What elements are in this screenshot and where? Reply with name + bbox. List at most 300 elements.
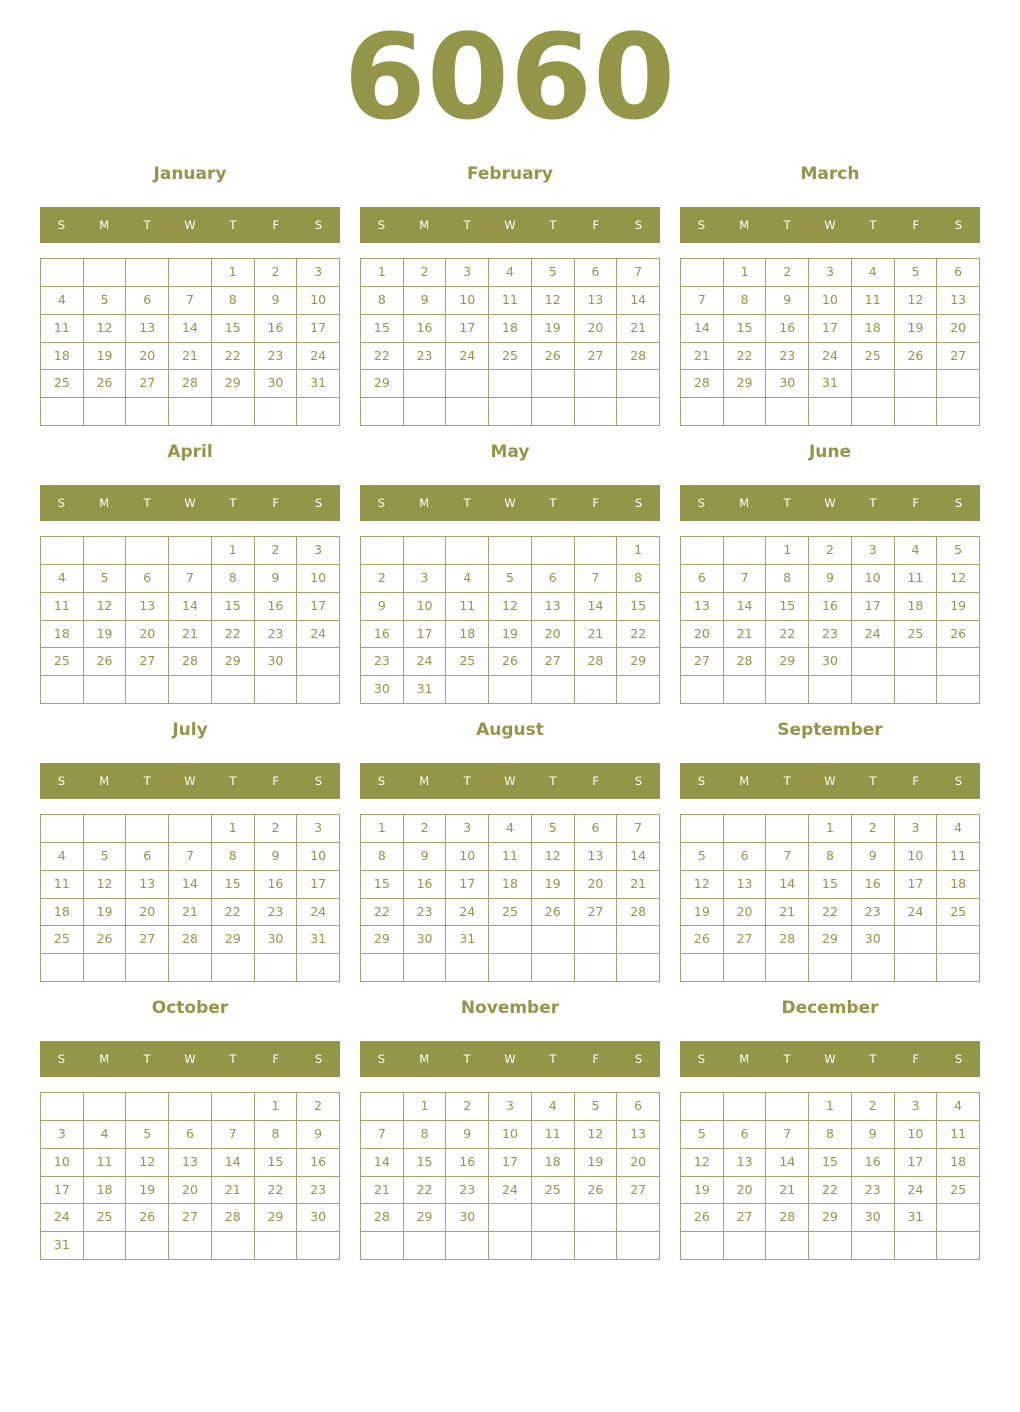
empty-day-cell: [212, 1093, 255, 1121]
day-cell: 18: [532, 1149, 575, 1177]
weekday-label: W: [184, 1052, 196, 1066]
day-cell: 9: [255, 287, 298, 315]
day-cell: 22: [809, 899, 852, 927]
day-cell: 18: [41, 899, 84, 927]
day-cell: 13: [937, 287, 980, 315]
day-cell: 5: [84, 287, 127, 315]
empty-day-cell: [297, 676, 340, 704]
day-cell: 27: [937, 343, 980, 371]
weekday-header: [40, 485, 340, 521]
day-grid: [680, 258, 980, 426]
day-cell: 13: [532, 593, 575, 621]
day-cell: 21: [766, 1177, 809, 1205]
day-cell: 10: [895, 843, 938, 871]
day-cell: 8: [617, 565, 660, 593]
day-cell: 17: [809, 315, 852, 343]
empty-day-cell: [681, 676, 724, 704]
month-name: April: [167, 442, 213, 462]
day-cell: 19: [575, 1149, 618, 1177]
empty-day-cell: [937, 648, 980, 676]
month-name: December: [781, 998, 879, 1018]
empty-day-cell: [297, 648, 340, 676]
day-cell: 30: [404, 926, 447, 954]
empty-day-cell: [617, 676, 660, 704]
empty-day-cell: [489, 926, 532, 954]
day-cell: 25: [84, 1204, 127, 1232]
weekday-label: F: [912, 774, 920, 788]
empty-day-cell: [169, 954, 212, 982]
weekday-label: T: [229, 1052, 237, 1066]
weekday-label: T: [783, 1052, 791, 1066]
day-cell: 9: [446, 1121, 489, 1149]
day-cell: 21: [575, 621, 618, 649]
day-cell: 11: [852, 287, 895, 315]
empty-day-cell: [809, 676, 852, 704]
empty-day-cell: [937, 676, 980, 704]
day-cell: 16: [361, 621, 404, 649]
day-cell: 19: [84, 899, 127, 927]
weekday-label: S: [314, 218, 323, 232]
day-cell: 29: [724, 370, 767, 398]
day-cell: 29: [361, 370, 404, 398]
day-cell: 23: [446, 1177, 489, 1205]
empty-day-cell: [126, 676, 169, 704]
empty-day-cell: [41, 259, 84, 287]
empty-day-cell: [852, 370, 895, 398]
day-cell: 6: [126, 287, 169, 315]
day-cell: 14: [169, 871, 212, 899]
day-cell: 3: [297, 537, 340, 565]
day-cell: 19: [126, 1177, 169, 1205]
day-cell: 4: [852, 259, 895, 287]
day-cell: 28: [169, 370, 212, 398]
weekday-header: [680, 1041, 980, 1077]
day-cell: 3: [297, 815, 340, 843]
empty-day-cell: [169, 259, 212, 287]
day-cell: 30: [852, 926, 895, 954]
empty-day-cell: [404, 370, 447, 398]
day-cell: 6: [575, 815, 618, 843]
day-cell: 28: [361, 1204, 404, 1232]
empty-day-cell: [895, 370, 938, 398]
day-cell: 22: [404, 1177, 447, 1205]
day-cell: 7: [617, 815, 660, 843]
day-cell: 5: [84, 843, 127, 871]
weekday-label: W: [824, 1052, 836, 1066]
weekday-label: S: [57, 496, 66, 510]
day-cell: 29: [212, 926, 255, 954]
empty-day-cell: [617, 926, 660, 954]
weekday-label: F: [592, 496, 600, 510]
day-cell: 1: [212, 815, 255, 843]
day-cell: 25: [41, 370, 84, 398]
day-cell: 8: [404, 1121, 447, 1149]
day-cell: 30: [255, 648, 298, 676]
empty-day-cell: [852, 676, 895, 704]
weekday-label: M: [419, 774, 430, 788]
day-cell: 23: [766, 343, 809, 371]
day-cell: 28: [724, 648, 767, 676]
day-cell: 21: [169, 899, 212, 927]
empty-day-cell: [361, 954, 404, 982]
empty-day-cell: [169, 398, 212, 426]
weekday-label: T: [549, 496, 557, 510]
day-cell: 20: [937, 315, 980, 343]
weekday-label: T: [869, 1052, 877, 1066]
day-cell: 15: [809, 1149, 852, 1177]
empty-day-cell: [446, 954, 489, 982]
day-cell: 21: [766, 899, 809, 927]
empty-day-cell: [937, 1204, 980, 1232]
empty-day-cell: [126, 1093, 169, 1121]
weekday-label: S: [954, 218, 963, 232]
day-cell: 2: [255, 815, 298, 843]
day-cell: 4: [489, 815, 532, 843]
day-cell: 14: [212, 1149, 255, 1177]
day-cell: 2: [404, 815, 447, 843]
day-cell: 8: [361, 843, 404, 871]
weekday-label: M: [419, 496, 430, 510]
empty-day-cell: [895, 954, 938, 982]
day-grid: [360, 1092, 660, 1260]
weekday-label: T: [143, 218, 151, 232]
day-grid: [360, 814, 660, 982]
empty-day-cell: [361, 1093, 404, 1121]
empty-day-cell: [361, 537, 404, 565]
day-cell: 14: [617, 287, 660, 315]
day-cell: 6: [937, 259, 980, 287]
day-cell: 11: [41, 315, 84, 343]
day-cell: 6: [617, 1093, 660, 1121]
day-cell: 25: [895, 621, 938, 649]
year-title: 6060: [343, 8, 677, 146]
empty-day-cell: [852, 1232, 895, 1260]
empty-day-cell: [255, 1232, 298, 1260]
empty-day-cell: [532, 954, 575, 982]
empty-day-cell: [809, 954, 852, 982]
weekday-label: T: [869, 218, 877, 232]
day-cell: 27: [575, 343, 618, 371]
weekday-label: M: [99, 218, 110, 232]
day-cell: 19: [681, 1177, 724, 1205]
weekday-label: F: [272, 774, 280, 788]
day-cell: 10: [809, 287, 852, 315]
empty-day-cell: [575, 537, 618, 565]
weekday-label: M: [739, 1052, 750, 1066]
empty-day-cell: [212, 398, 255, 426]
day-cell: 14: [361, 1149, 404, 1177]
weekday-label: S: [697, 1052, 706, 1066]
weekday-label: T: [869, 774, 877, 788]
day-cell: 17: [489, 1149, 532, 1177]
day-cell: 17: [852, 593, 895, 621]
weekday-label: M: [419, 1052, 430, 1066]
empty-day-cell: [169, 815, 212, 843]
empty-day-cell: [41, 1093, 84, 1121]
day-cell: 20: [126, 899, 169, 927]
empty-day-cell: [404, 1232, 447, 1260]
weekday-header: [360, 763, 660, 799]
day-cell: 16: [255, 593, 298, 621]
day-cell: 3: [41, 1121, 84, 1149]
day-cell: 21: [724, 621, 767, 649]
day-cell: 14: [617, 843, 660, 871]
day-cell: 21: [212, 1177, 255, 1205]
day-cell: 2: [446, 1093, 489, 1121]
day-cell: 4: [41, 843, 84, 871]
weekday-header: [680, 207, 980, 243]
day-cell: 5: [575, 1093, 618, 1121]
day-cell: 17: [297, 315, 340, 343]
day-cell: 13: [575, 843, 618, 871]
day-cell: 17: [41, 1177, 84, 1205]
day-cell: 17: [446, 871, 489, 899]
weekday-label: W: [824, 774, 836, 788]
day-cell: 3: [446, 815, 489, 843]
empty-day-cell: [895, 398, 938, 426]
day-cell: 22: [617, 621, 660, 649]
day-cell: 24: [297, 343, 340, 371]
day-cell: 31: [297, 370, 340, 398]
empty-day-cell: [84, 1093, 127, 1121]
day-cell: 21: [617, 315, 660, 343]
day-cell: 16: [404, 871, 447, 899]
empty-day-cell: [681, 1232, 724, 1260]
day-grid: [40, 258, 340, 426]
day-cell: 4: [937, 815, 980, 843]
day-cell: 17: [895, 1149, 938, 1177]
day-cell: 18: [937, 1149, 980, 1177]
day-cell: 13: [126, 315, 169, 343]
empty-day-cell: [617, 954, 660, 982]
day-cell: 18: [937, 871, 980, 899]
day-cell: 27: [126, 926, 169, 954]
weekday-label: S: [954, 1052, 963, 1066]
day-cell: 10: [895, 1121, 938, 1149]
day-cell: 4: [489, 259, 532, 287]
day-cell: 7: [361, 1121, 404, 1149]
day-cell: 18: [41, 343, 84, 371]
day-cell: 8: [255, 1121, 298, 1149]
month-name: May: [490, 442, 530, 462]
day-cell: 13: [681, 593, 724, 621]
empty-day-cell: [681, 815, 724, 843]
day-cell: 6: [532, 565, 575, 593]
day-cell: 19: [84, 343, 127, 371]
day-cell: 28: [575, 648, 618, 676]
day-cell: 5: [126, 1121, 169, 1149]
weekday-label: S: [314, 1052, 323, 1066]
weekday-label: S: [634, 496, 643, 510]
day-cell: 5: [532, 815, 575, 843]
day-cell: 14: [681, 315, 724, 343]
day-cell: 10: [297, 843, 340, 871]
empty-day-cell: [126, 1232, 169, 1260]
day-cell: 21: [169, 621, 212, 649]
weekday-label: S: [954, 496, 963, 510]
day-cell: 11: [489, 287, 532, 315]
empty-day-cell: [126, 259, 169, 287]
day-cell: 6: [126, 843, 169, 871]
day-cell: 4: [446, 565, 489, 593]
day-cell: 27: [126, 648, 169, 676]
empty-day-cell: [41, 398, 84, 426]
day-cell: 3: [895, 815, 938, 843]
day-cell: 15: [212, 871, 255, 899]
weekday-label: F: [912, 1052, 920, 1066]
weekday-header: [360, 485, 660, 521]
empty-day-cell: [852, 398, 895, 426]
day-cell: 16: [852, 1149, 895, 1177]
day-cell: 5: [681, 843, 724, 871]
empty-day-cell: [84, 259, 127, 287]
day-cell: 27: [169, 1204, 212, 1232]
weekday-label: T: [463, 1052, 471, 1066]
day-cell: 12: [937, 565, 980, 593]
day-cell: 5: [937, 537, 980, 565]
empty-day-cell: [212, 954, 255, 982]
day-cell: 28: [681, 370, 724, 398]
day-cell: 22: [809, 1177, 852, 1205]
empty-day-cell: [126, 954, 169, 982]
day-cell: 15: [809, 871, 852, 899]
month-name: March: [800, 164, 860, 184]
day-cell: 6: [724, 843, 767, 871]
day-cell: 23: [255, 343, 298, 371]
empty-day-cell: [724, 676, 767, 704]
weekday-label: T: [463, 218, 471, 232]
empty-day-cell: [297, 954, 340, 982]
weekday-label: T: [783, 218, 791, 232]
day-cell: 7: [575, 565, 618, 593]
day-cell: 4: [41, 565, 84, 593]
empty-day-cell: [446, 370, 489, 398]
day-cell: 19: [681, 899, 724, 927]
empty-day-cell: [895, 676, 938, 704]
day-cell: 24: [895, 1177, 938, 1205]
empty-day-cell: [532, 398, 575, 426]
day-cell: 25: [41, 926, 84, 954]
day-grid: [680, 814, 980, 982]
weekday-label: S: [377, 496, 386, 510]
day-cell: 27: [681, 648, 724, 676]
empty-day-cell: [212, 1232, 255, 1260]
day-cell: 2: [404, 259, 447, 287]
day-cell: 14: [169, 315, 212, 343]
day-cell: 27: [126, 370, 169, 398]
day-cell: 2: [852, 815, 895, 843]
weekday-label: S: [377, 774, 386, 788]
empty-day-cell: [84, 676, 127, 704]
month-name: July: [172, 720, 208, 740]
weekday-label: W: [824, 496, 836, 510]
day-cell: 11: [937, 843, 980, 871]
day-cell: 1: [404, 1093, 447, 1121]
day-cell: 17: [297, 593, 340, 621]
day-cell: 20: [724, 899, 767, 927]
day-cell: 28: [169, 648, 212, 676]
day-cell: 10: [297, 565, 340, 593]
weekday-label: M: [99, 1052, 110, 1066]
empty-day-cell: [255, 398, 298, 426]
weekday-header: [680, 485, 980, 521]
weekday-label: W: [824, 218, 836, 232]
month-name: September: [777, 720, 883, 740]
weekday-label: S: [314, 496, 323, 510]
empty-day-cell: [575, 954, 618, 982]
empty-day-cell: [766, 954, 809, 982]
day-cell: 15: [255, 1149, 298, 1177]
day-cell: 1: [212, 537, 255, 565]
day-cell: 6: [575, 259, 618, 287]
day-cell: 16: [255, 315, 298, 343]
empty-day-cell: [532, 1232, 575, 1260]
day-cell: 28: [169, 926, 212, 954]
day-cell: 15: [404, 1149, 447, 1177]
day-cell: 24: [809, 343, 852, 371]
day-cell: 26: [84, 370, 127, 398]
empty-day-cell: [809, 1232, 852, 1260]
day-cell: 9: [404, 843, 447, 871]
day-cell: 26: [681, 926, 724, 954]
day-cell: 10: [446, 843, 489, 871]
day-cell: 25: [852, 343, 895, 371]
weekday-label: T: [143, 1052, 151, 1066]
day-grid: [680, 1092, 980, 1260]
day-cell: 25: [532, 1177, 575, 1205]
day-cell: 13: [169, 1149, 212, 1177]
weekday-label: F: [912, 218, 920, 232]
weekday-header: [360, 1041, 660, 1077]
empty-day-cell: [681, 1093, 724, 1121]
day-cell: 28: [766, 1204, 809, 1232]
empty-day-cell: [404, 537, 447, 565]
day-cell: 12: [681, 1149, 724, 1177]
day-cell: 17: [297, 871, 340, 899]
day-cell: 3: [809, 259, 852, 287]
empty-day-cell: [126, 398, 169, 426]
day-cell: 2: [852, 1093, 895, 1121]
day-cell: 31: [446, 926, 489, 954]
day-cell: 24: [446, 343, 489, 371]
day-cell: 25: [937, 899, 980, 927]
empty-day-cell: [724, 537, 767, 565]
day-cell: 7: [169, 287, 212, 315]
day-cell: 5: [84, 565, 127, 593]
day-grid: [40, 1092, 340, 1260]
day-cell: 1: [766, 537, 809, 565]
day-cell: 15: [212, 593, 255, 621]
day-cell: 5: [681, 1121, 724, 1149]
empty-day-cell: [852, 648, 895, 676]
day-cell: 16: [766, 315, 809, 343]
day-cell: 11: [532, 1121, 575, 1149]
day-cell: 16: [255, 871, 298, 899]
day-cell: 28: [212, 1204, 255, 1232]
day-cell: 23: [255, 621, 298, 649]
empty-day-cell: [724, 954, 767, 982]
day-cell: 22: [724, 343, 767, 371]
weekday-label: S: [57, 774, 66, 788]
empty-day-cell: [169, 676, 212, 704]
weekday-label: F: [592, 1052, 600, 1066]
empty-day-cell: [937, 370, 980, 398]
day-cell: 29: [404, 1204, 447, 1232]
day-cell: 4: [41, 287, 84, 315]
day-cell: 20: [169, 1177, 212, 1205]
empty-day-cell: [489, 1232, 532, 1260]
day-cell: 15: [617, 593, 660, 621]
